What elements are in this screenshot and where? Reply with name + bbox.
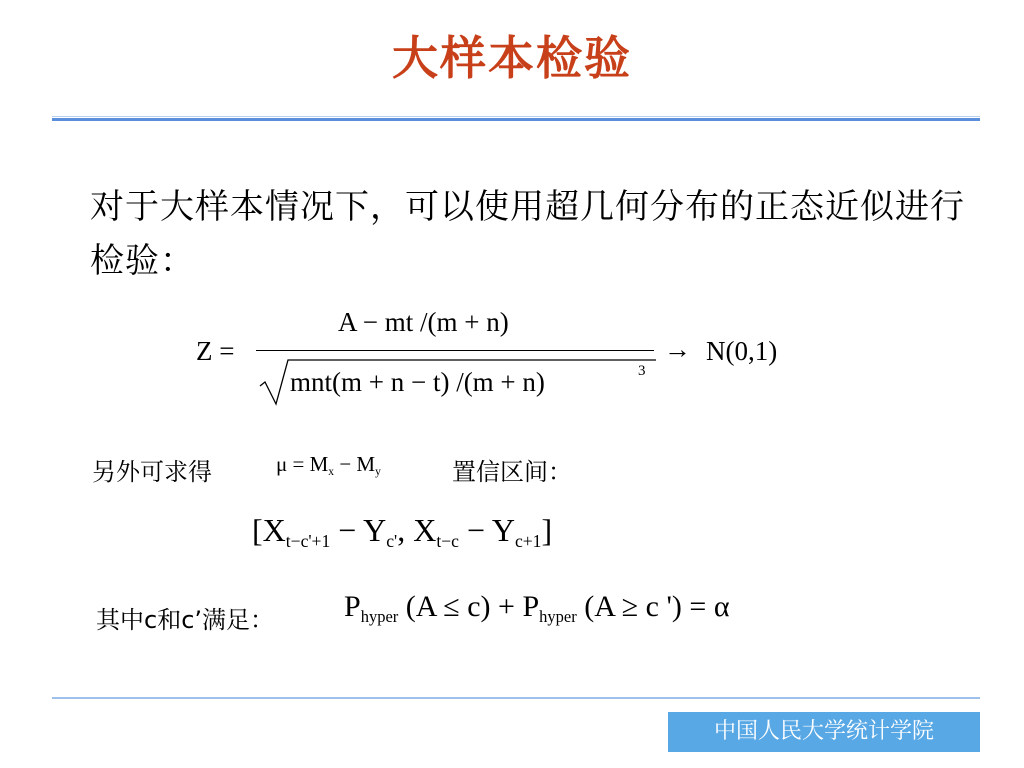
interval-sub2: c'	[386, 531, 398, 552]
condition-sub1: hyper	[360, 606, 399, 626]
z-numerator: A − mt /(m + n)	[338, 307, 509, 337]
mu-minus: − M	[334, 452, 376, 476]
footer-divider	[52, 697, 980, 699]
interval-close: ]	[541, 512, 553, 548]
condition-sub2: hyper	[539, 606, 577, 626]
interval-label: 置信区间：	[452, 458, 572, 486]
mu-formula	[276, 452, 381, 478]
z-lhs: Z =	[196, 336, 235, 366]
arrow-symbol: →	[664, 334, 691, 364]
z-result: N(0,1)	[706, 336, 778, 366]
mu-main: μ = M	[276, 452, 329, 476]
condition-part2: (A ≥ c ') = α	[576, 590, 730, 623]
footer-badge: 中国人民大学统计学院	[668, 712, 980, 752]
z-denominator: mnt(m + n − t) /(m + n)	[290, 367, 545, 397]
fraction-bar	[256, 350, 654, 351]
interval-sub3: t−c	[436, 531, 459, 552]
z-exponent: 3	[638, 363, 646, 379]
condition-part1: (A ≤ c) + P	[398, 590, 540, 623]
interval-sub4: c+1	[514, 531, 542, 552]
mu-sub-y: y	[375, 466, 381, 479]
interval-sub1: t−c'+1	[285, 531, 331, 552]
interval-open: [X	[252, 512, 286, 548]
slide-title: 大样本检验	[392, 31, 632, 85]
title-divider	[52, 116, 980, 121]
mu-sub-x: x	[328, 466, 335, 479]
interval-part3: , X	[397, 512, 437, 548]
intro-text: 对于大样本情况下，可以使用超几何分布的正态近似进行检验：	[90, 187, 965, 281]
interval-part2: − Y	[330, 512, 387, 548]
also-label: 另外可求得	[92, 458, 212, 486]
interval-part4: − Y	[458, 512, 515, 548]
interval-formula	[252, 512, 552, 552]
condition-p1: P	[344, 590, 361, 623]
condition-formula	[344, 590, 730, 627]
condition-label: 其中c和c’满足：	[96, 606, 275, 634]
